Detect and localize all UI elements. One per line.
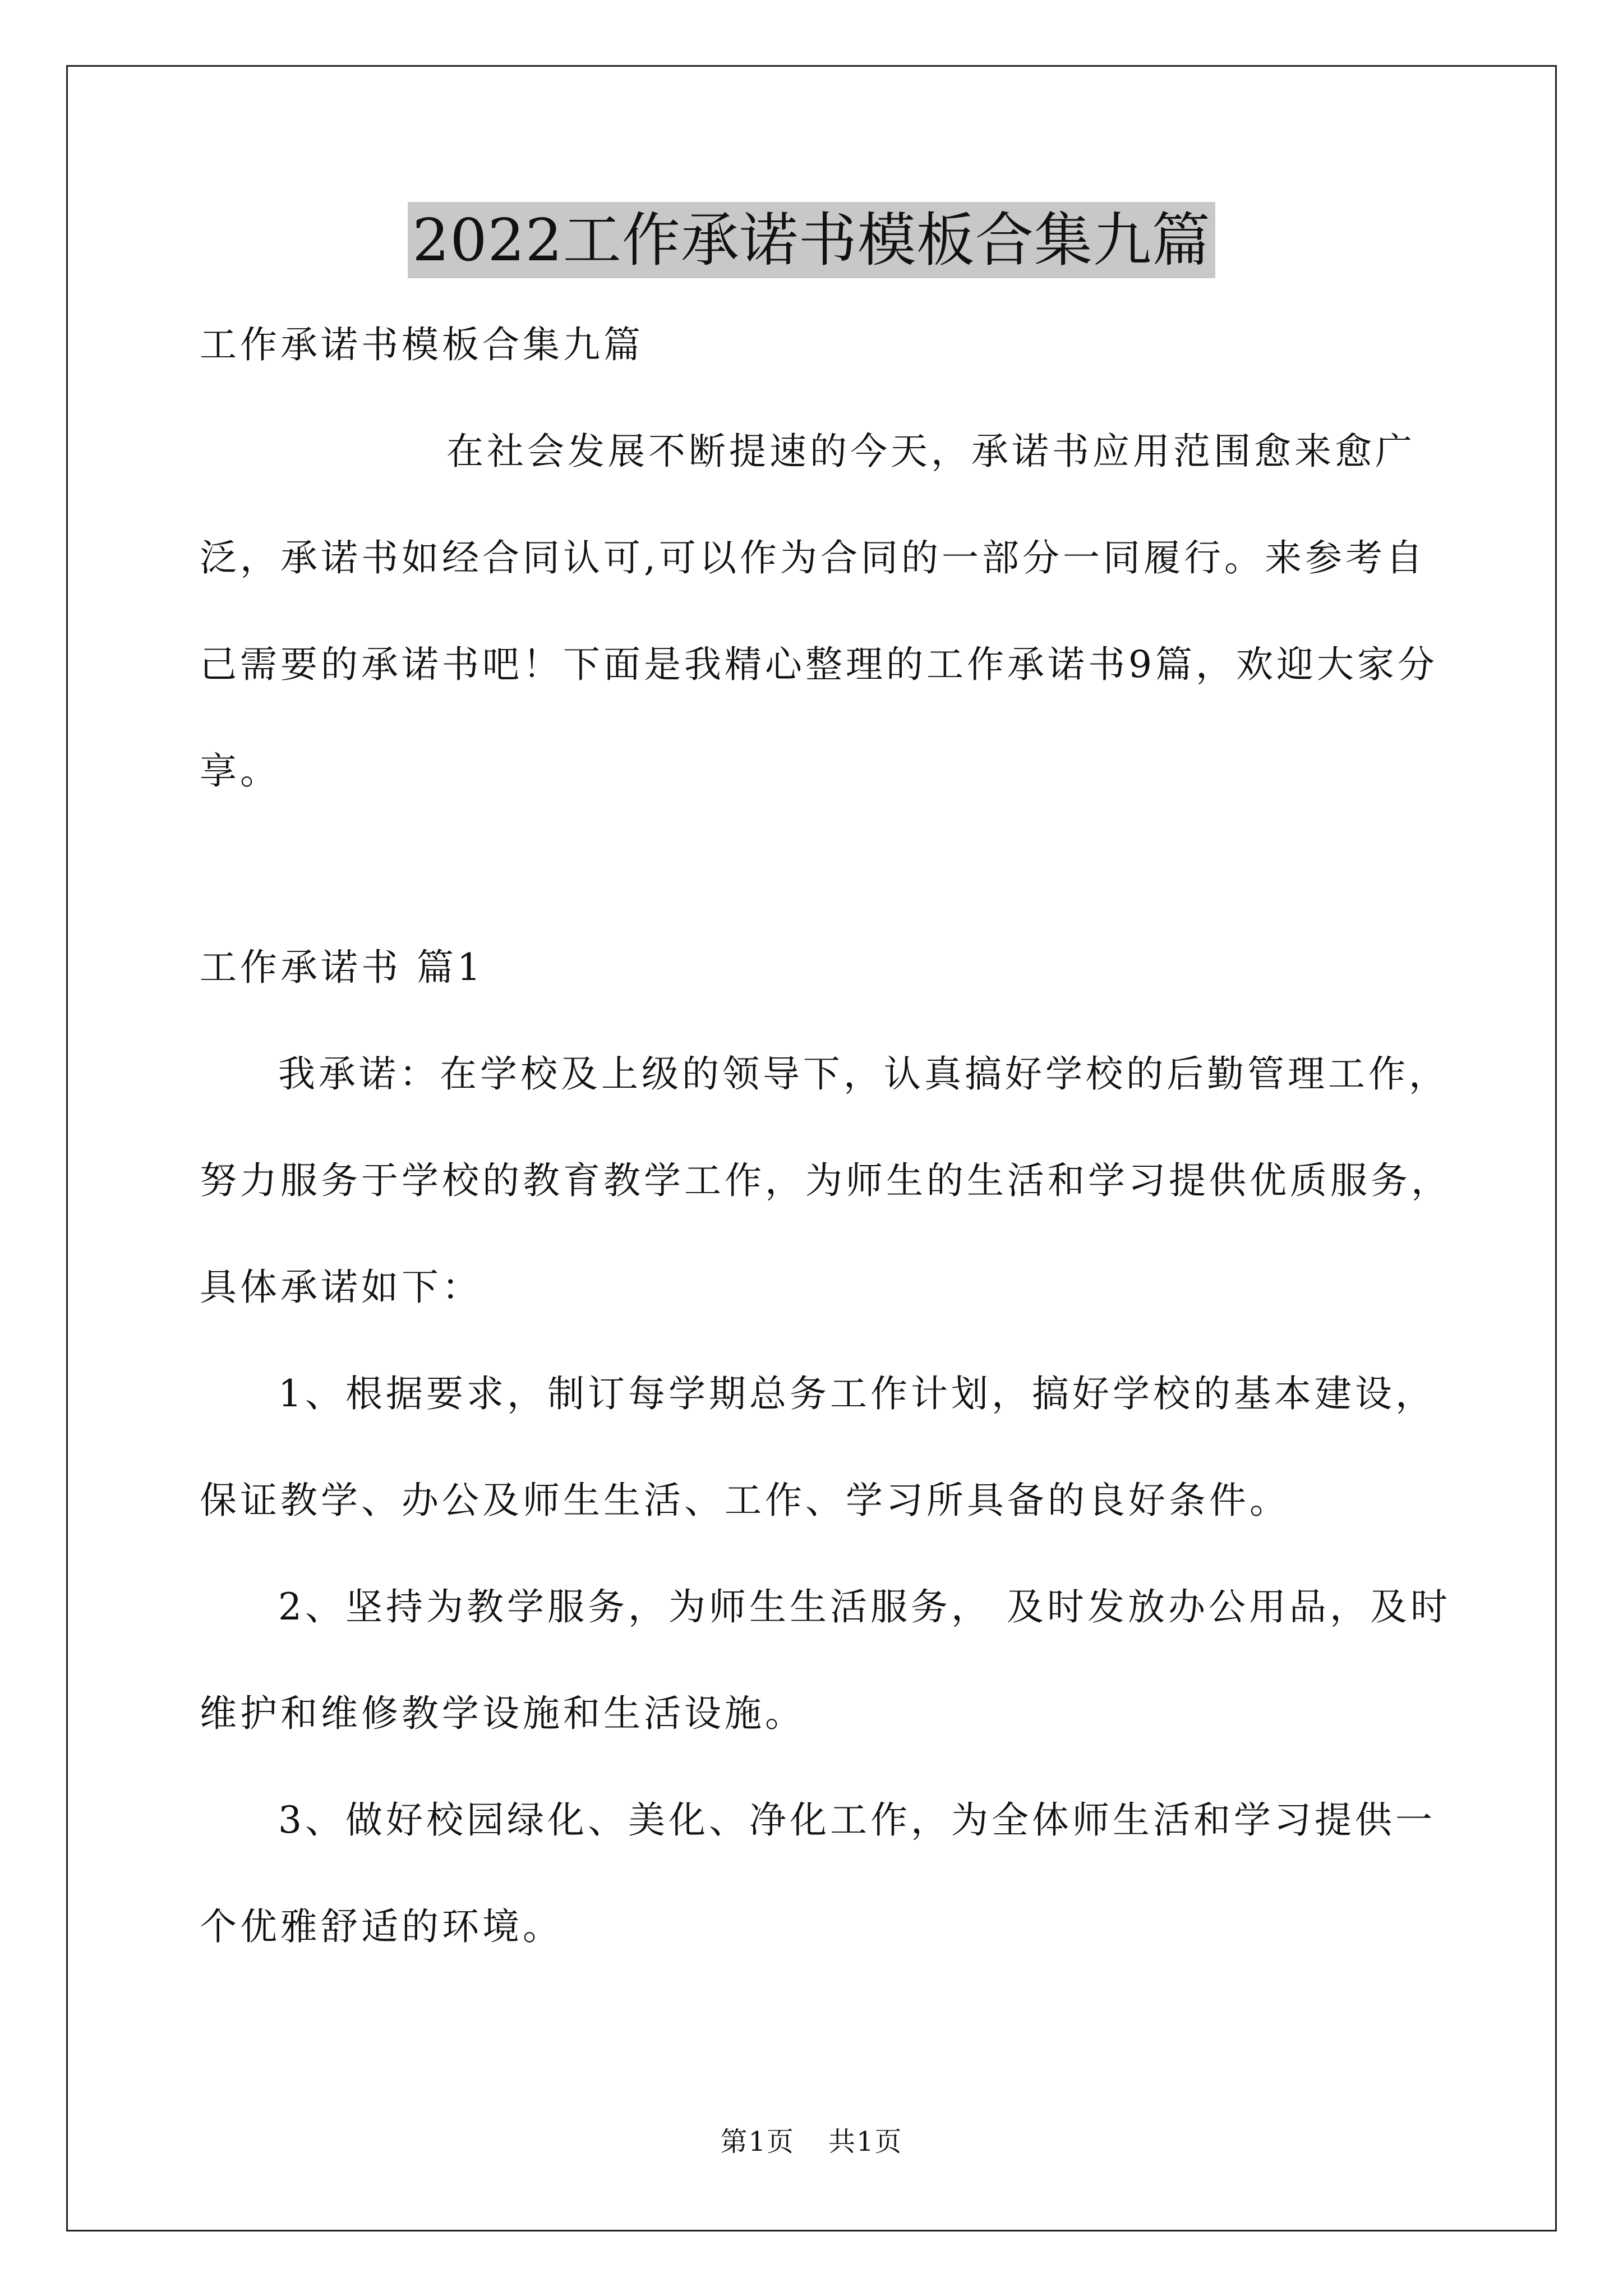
body-paragraph: 1、根据要求，制订每学期总务工作计划，搞好学校的基本建设，保证教学、办公及师生生活、工作、学习所具备的良好条件。 [200,1372,1436,1522]
intro-paragraph: 在社会发展不断提速的今天，承诺书应用范围愈来愈广泛，承诺书如经合同认可,可以作为合同的一部分一同履行。来参考自己需要的承诺书吧！下面是我精心整理的工作承诺书9篇，欢迎大家分享。 [200,430,1438,793]
page-footer [0,2125,1623,2159]
document-subtitle: 工作承诺书模板合集九篇 [200,323,644,366]
document-title: 2022工作承诺书模板合集九篇 [408,202,1215,278]
section-gap [200,825,1456,914]
title-wrap [0,202,1623,278]
page-total: 共1页 [828,2126,903,2157]
body-paragraph: 3、做好校园绿化、美化、净化工作，为全体师生活和学习提供一个优雅舒适的环境。 [200,1798,1436,1948]
page-number: 第1页 [720,2126,795,2157]
section-heading: 工作承诺书 篇1 [200,946,484,989]
document-body [200,292,1456,1980]
body-paragraph: 我承诺：在学校及上级的领导下，认真搞好学校的后勤管理工作，努力服务于学校的教育教学工作，为师生的生活和学习提供优质服务，具体承诺如下： [200,1052,1451,1309]
body-paragraph: 2、坚持为教学服务，为师生生活服务， 及时发放办公用品，及时维护和维修教学设施和生活设施。 [200,1585,1451,1735]
